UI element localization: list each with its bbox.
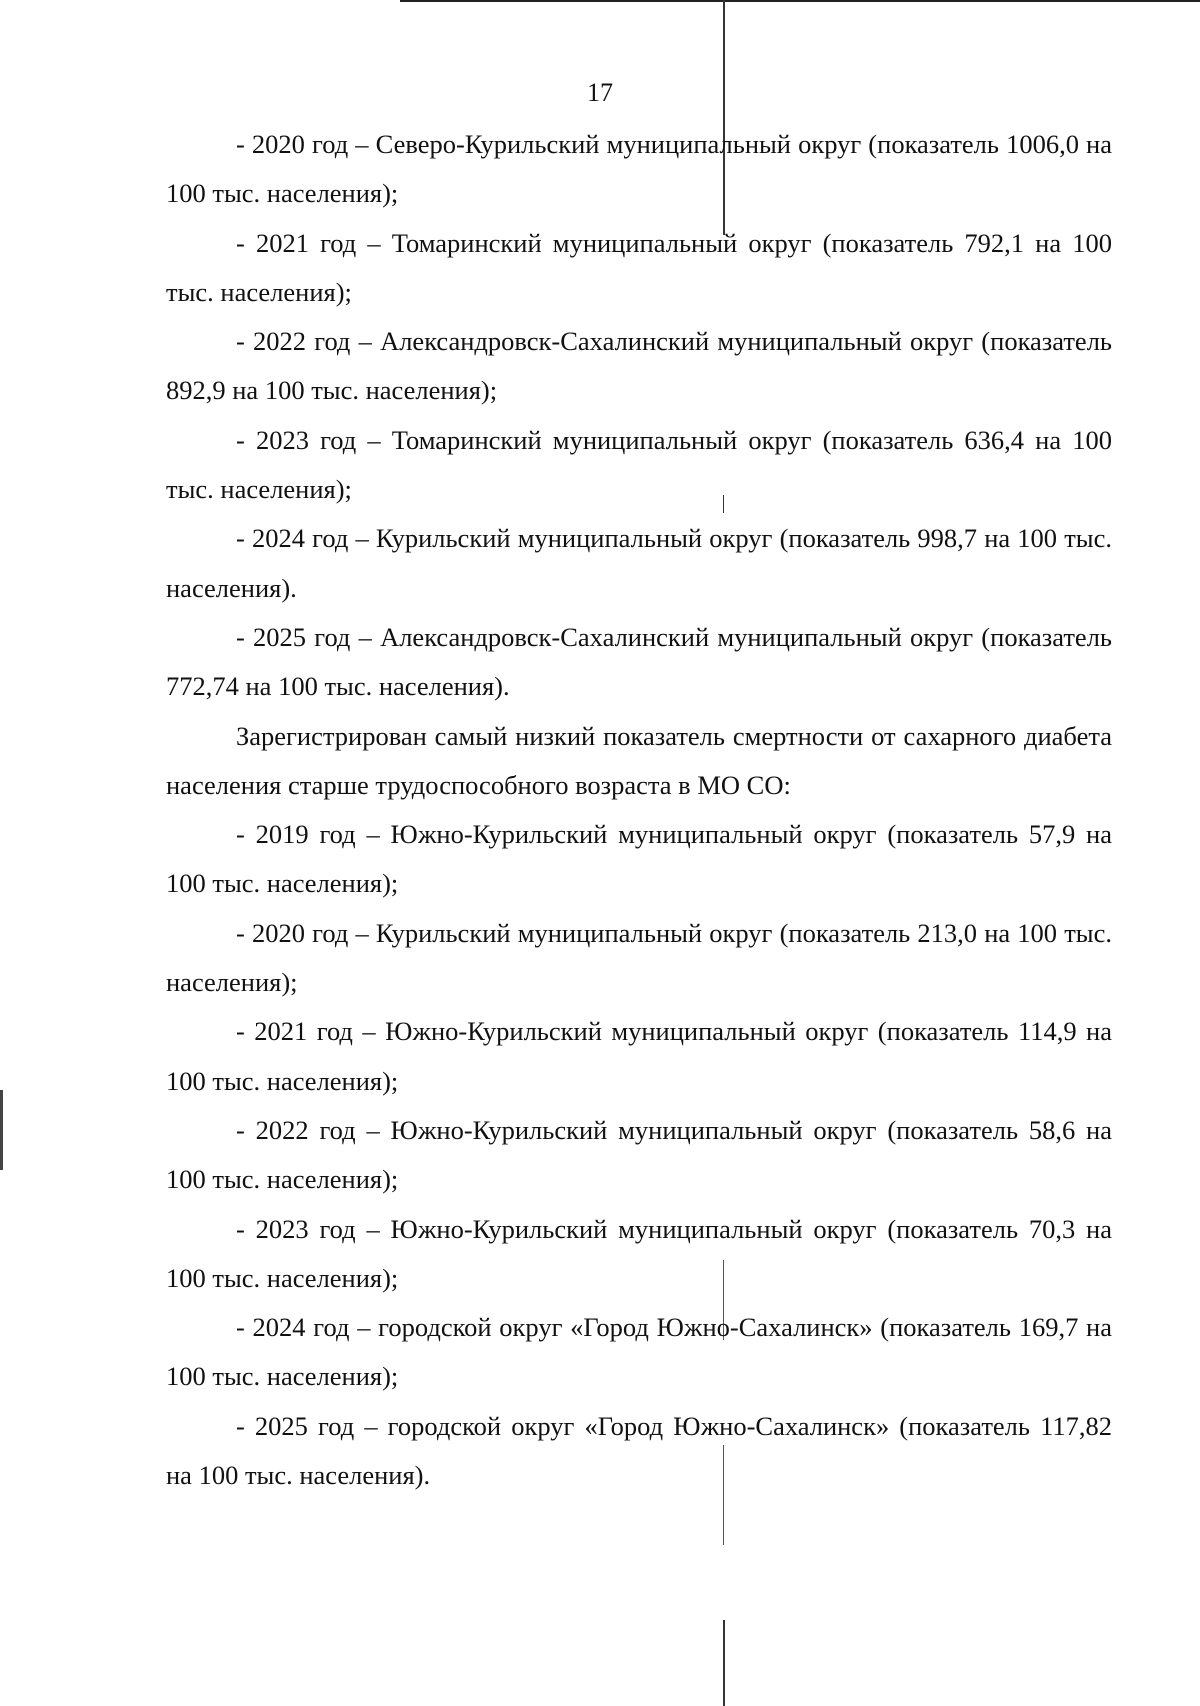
paragraph: - 2021 год – Южно-Курильский муниципальный округ (показатель 114,9 на 100 тыс. населения); [166,1016,1112,1096]
paragraph: - 2022 год – Александровск-Сахалинский муниципальный округ (показатель 892,9 на 100 тыс. населения); [166,326,1112,406]
paragraph: - 2023 год – Томаринский муниципальный округ (показатель 636,4 на 100 тыс. населения); [166,424,1112,505]
paragraph: - 2020 год – Северо-Курильский муниципальный округ (показатель 1006,0 на 100 тыс. населения); [166,129,1112,209]
paragraph: - 2025 год – городской округ «Город Южно-Сахалинск» (показатель 117,82 на 100 тыс. населения). [166,1410,1112,1491]
scan-edge-mark [0,1090,3,1170]
scan-border-line [400,0,1200,2]
body-text [166,120,1112,1500]
paragraph: - 2019 год – Южно-Курильский муниципальный округ (показатель 57,9 на 100 тыс. населения); [166,819,1112,899]
paragraph: - 2020 год – Курильский муниципальный округ (показатель 213,0 на 100 тыс. населения); [166,917,1112,998]
paragraph: - 2024 год – городской округ «Город Южно-Сахалинск» (показатель 169,7 на 100 тыс. населения); [166,1312,1112,1392]
paragraph: - 2025 год – Александровск-Сахалинский муниципальный округ (показатель 772,74 на 100 тыс. населения). [166,621,1112,702]
page-number: 17 [587,78,613,107]
paragraph: - 2023 год – Южно-Курильский муниципальный округ (показатель 70,3 на 100 тыс. населения); [166,1213,1112,1293]
paragraph: Зарегистрирован самый низкий показатель смертности от сахарного диабета населения старше трудоспособного возраста в МО СО: [166,720,1112,800]
paragraph: - 2024 год – Курильский муниципальный округ (показатель 998,7 на 100 тыс. населения). [166,523,1112,603]
scan-fold-line [723,1620,725,1706]
paragraph: - 2022 год – Южно-Курильский муниципальный округ (показатель 58,6 на 100 тыс. населения); [166,1114,1112,1195]
paragraph: - 2021 год – Томаринский муниципальный округ (показатель 792,1 на 100 тыс. населения); [166,227,1112,307]
